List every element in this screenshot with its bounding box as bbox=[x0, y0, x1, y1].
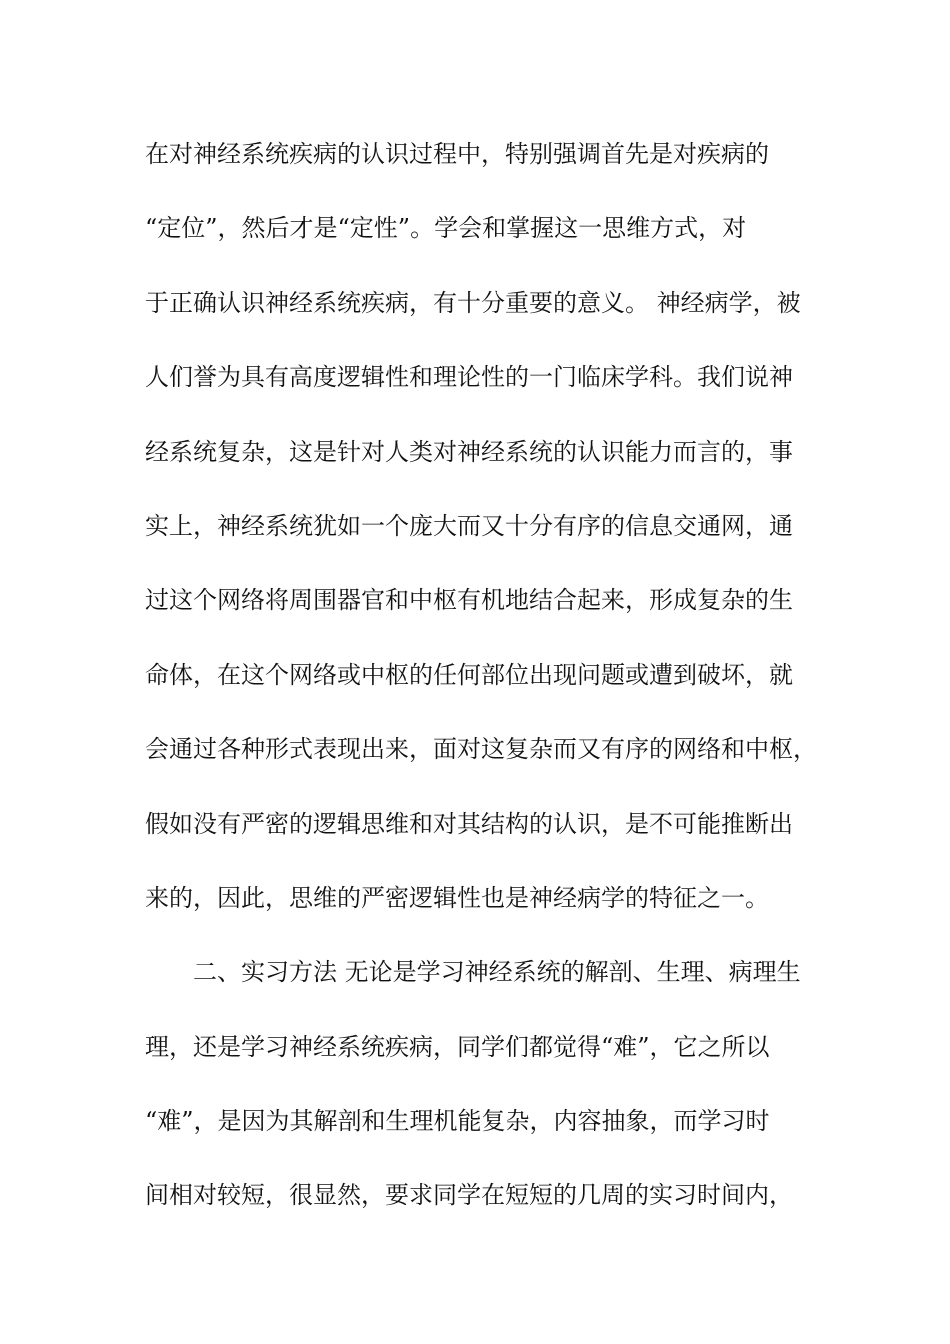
text-line: 在对神经系统疾病的认识过程中，特别强调首先是对疾病的 bbox=[145, 140, 769, 168]
text-line: 会通过各种形式表现出来，面对这复杂而又有序的网络和中枢， bbox=[145, 735, 817, 764]
text-line: 间相对较短，很显然，要求同学在短短的几周的实习时间内， bbox=[145, 1181, 793, 1210]
text-line: 过这个网络将周围器官和中枢有机地结合起来，形成复杂的生 bbox=[145, 586, 793, 615]
text-line: 人们誉为具有高度逻辑性和理论性的一门临床学科。我们说神 bbox=[145, 363, 793, 392]
text-line: 假如没有严密的逻辑思维和对其结构的认识，是不可能推断出 bbox=[145, 809, 793, 838]
text-line: 理，还是学习神经系统疾病，同学们都觉得“难”，它之所以 bbox=[145, 1032, 770, 1061]
section-heading-line: 二、实习方法 无论是学习神经系统的解剖、生理、病理生 bbox=[193, 958, 801, 987]
text-line: 来的，因此，思维的严密逻辑性也是神经病学的特征之一。 bbox=[145, 883, 769, 912]
text-line: 命体，在这个网络或中枢的任何部位出现问题或遭到破坏，就 bbox=[145, 660, 793, 689]
body-text bbox=[145, 124, 845, 1240]
text-line: “定位”，然后才是“定性”。学会和掌握这一思维方式，对 bbox=[145, 214, 747, 243]
text-line: 于正确认识神经系统疾病，有十分重要的意义。 神经病学，被 bbox=[145, 288, 801, 317]
text-line: “难”，是因为其解剖和生理机能复杂，内容抽象，而学习时 bbox=[145, 1107, 770, 1136]
text-line: 经系统复杂，这是针对人类对神经系统的认识能力而言的，事 bbox=[145, 437, 793, 466]
text-line: 实上，神经系统犹如一个庞大而又十分有序的信息交通网，通 bbox=[145, 511, 793, 540]
